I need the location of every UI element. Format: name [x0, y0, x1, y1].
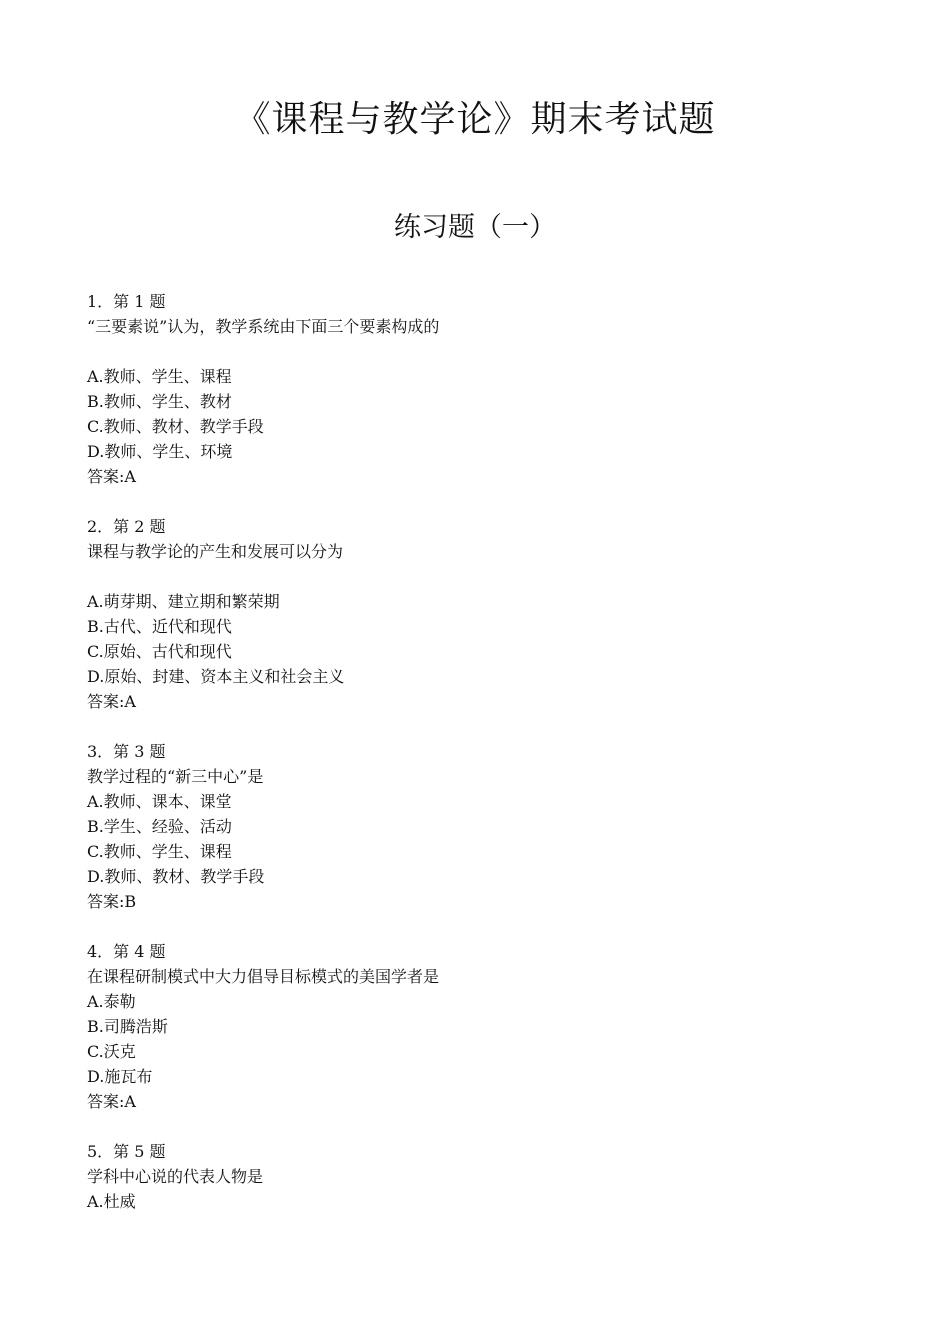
question-option: D.教师、教材、教学手段 [87, 867, 265, 886]
question-header: 5．第 5 题 [87, 1142, 166, 1161]
question-header: 3．第 3 题 [87, 742, 166, 761]
question-block [87, 514, 887, 739]
spacer [87, 339, 887, 364]
question-option: D.教师、学生、环境 [87, 442, 233, 461]
question-answer: 答案:A [87, 467, 136, 486]
question-option: A.教师、课本、课堂 [87, 792, 232, 811]
spacer [87, 714, 887, 739]
question-option: A.萌芽期、建立期和繁荣期 [87, 592, 280, 611]
question-stem: 学科中心说的代表人物是 [87, 1167, 264, 1186]
spacer [87, 489, 887, 514]
question-header: 1．第 1 题 [87, 292, 166, 311]
question-block [87, 289, 887, 514]
question-header: 4．第 4 题 [87, 942, 166, 961]
question-block [87, 739, 887, 939]
question-option: A.泰勒 [87, 992, 136, 1011]
question-option: A.教师、学生、课程 [87, 367, 232, 386]
question-block [87, 1139, 887, 1214]
question-header: 2．第 2 题 [87, 517, 166, 536]
spacer [87, 564, 887, 589]
document-title: 《课程与教学论》期末考试题 [234, 99, 716, 140]
question-option: B.学生、经验、活动 [87, 817, 232, 836]
question-stem: 教学过程的“新三中心”是 [87, 767, 264, 786]
question-option: B.教师、学生、教材 [87, 392, 232, 411]
question-option: C.原始、古代和现代 [87, 642, 232, 661]
question-option: D.施瓦布 [87, 1067, 153, 1086]
question-answer: 答案:A [87, 692, 136, 711]
question-option: B.司腾浩斯 [87, 1017, 168, 1036]
question-stem: “三要素说”认为，教学系统由下面三个要素构成的 [87, 317, 440, 336]
question-stem: 在课程研制模式中大力倡导目标模式的美国学者是 [87, 967, 440, 986]
document-subtitle: 练习题（一） [394, 212, 556, 243]
question-option: C.沃克 [87, 1042, 136, 1061]
question-stem: 课程与教学论的产生和发展可以分为 [87, 542, 344, 561]
question-option: A.杜威 [87, 1192, 136, 1211]
spacer [87, 1114, 887, 1139]
question-option: D.原始、封建、资本主义和社会主义 [87, 667, 345, 686]
question-option: C.教师、学生、课程 [87, 842, 232, 861]
question-option: B.古代、近代和现代 [87, 617, 232, 636]
question-block [87, 939, 887, 1139]
spacer [87, 914, 887, 939]
question-answer: 答案:A [87, 1092, 136, 1111]
question-option: C.教师、教材、教学手段 [87, 417, 264, 436]
question-list [87, 289, 887, 1214]
question-answer: 答案:B [87, 892, 137, 911]
